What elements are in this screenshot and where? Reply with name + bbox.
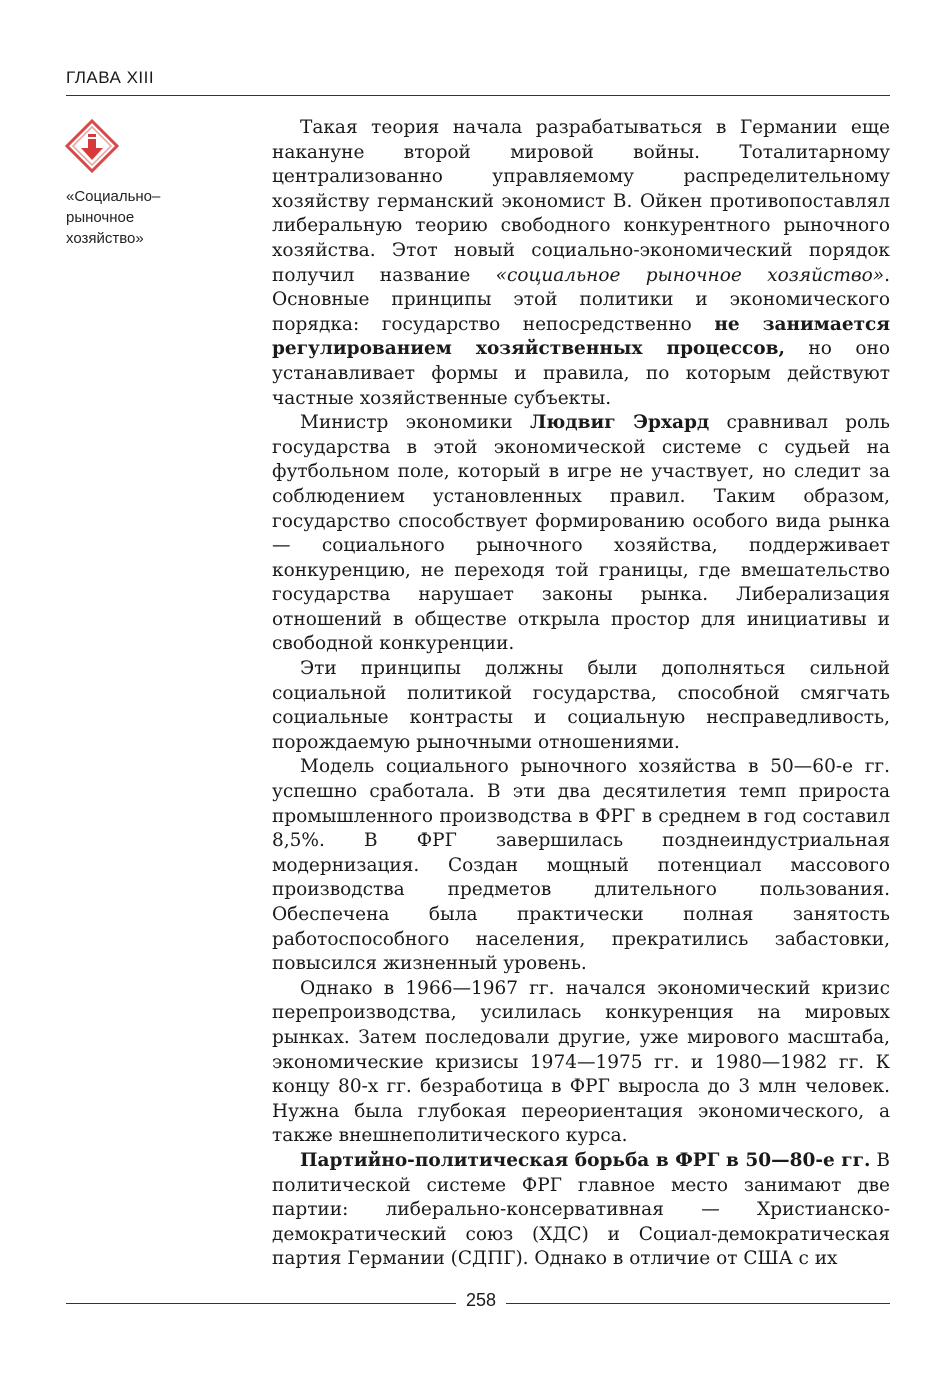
main-text — [272, 116, 890, 1272]
paragraph — [272, 977, 890, 1149]
paragraph — [272, 657, 890, 755]
bold-text: Людвиг Эрхард — [529, 412, 710, 434]
paragraph — [272, 411, 890, 657]
footer-divider-right — [506, 1303, 890, 1304]
text-run: . Основные принципы этой политики и экономического порядка: государство непосредственно — [272, 264, 890, 335]
margin-note: «Социально– рыночное хозяйство» — [66, 188, 161, 247]
paragraph — [272, 755, 890, 976]
header-divider — [66, 95, 890, 96]
text-run: Такая теория начала разрабатываться в Германии еще накануне второй мировой войны. Тоталитарному централизованно управляемому распределительному хозяйству германский экономист В. Ойкен противопоставлял либеральную теорию свободного конкурентного рыночного хозяйства. Этот новый социально-экономический порядок получил название — [272, 117, 890, 286]
paragraph — [272, 116, 890, 411]
text-run: Министр экономики — [300, 412, 530, 434]
text-run: сравнивал роль государства в этой экономической системе с судьей на футбольном поле, который в игре не участвует, но следит за соблюдением установленных правил. Таким образом, государство способствует формированию особого вида рынка — социального рыночного хозяйства, поддерживает конкуренцию, не переходя той границы, где вмешательство государства нарушает законы рынка. Либерализация отношений в обществе открыла простор для инициативы и свободной конкуренции. — [272, 412, 890, 655]
page-number: 258 — [465, 1290, 497, 1310]
footer-divider-left — [66, 1303, 456, 1304]
bold-text: Партийно-политическая борьба в ФРГ в 50—80-е гг. — [300, 1149, 871, 1171]
text-run: но оно устанавливает формы и правила, по которым действуют частные хозяйственные субъекты. — [272, 338, 890, 409]
text-run: Однако в 1966—1967 гг. начался экономический кризис перепроизводства, усилилась конкуренция на мировых рынках. Затем последовали другие, уже мирового масштаба, экономические кризисы 1974—1975 гг. и 1980—1982 гг. К концу 80-х гг. безработица в ФРГ выросла до 3 млн человек. Нужна была глубокая переориентация экономического, а также внешнеполитического курса. — [272, 977, 890, 1147]
bold-text: не занимается регулированием хозяйственных процессов, — [272, 313, 890, 360]
text-run: Модель социального рыночного хозяйства в 50—60-е гг. успешно сработала. В эти два десятилетия темп прироста промышленного производства в ФРГ в среднем в год составил 8,5%. В ФРГ завершилась позднеиндустриальная модернизация. Создан мощный потенциал массового производства предметов длительного пользования. Обеспечена была практически полная занятость работоспособного населения, прекратились забастовки, повысился жизненный уровень. — [272, 756, 890, 975]
text-run: Эти принципы должны были дополняться сильной социальной политикой государства, способной смягчать социальные контрасты и социальную несправедливость, порождаемую рыночными отношениями. — [272, 658, 890, 753]
down-arrow-diamond-icon — [64, 118, 120, 174]
paragraph — [272, 1149, 890, 1272]
italic-term: «социальное рыночное хозяйство» — [495, 264, 885, 286]
chapter-header: ГЛАВА XIII — [66, 68, 155, 87]
text-run: В политической системе ФРГ главное место занимают две партии: либерально-консервативная — Христианско-демократический союз (ХДС) и Социал-демократическая партия Германии (СДПГ). Однако в отличие от США с их — [272, 1149, 890, 1270]
